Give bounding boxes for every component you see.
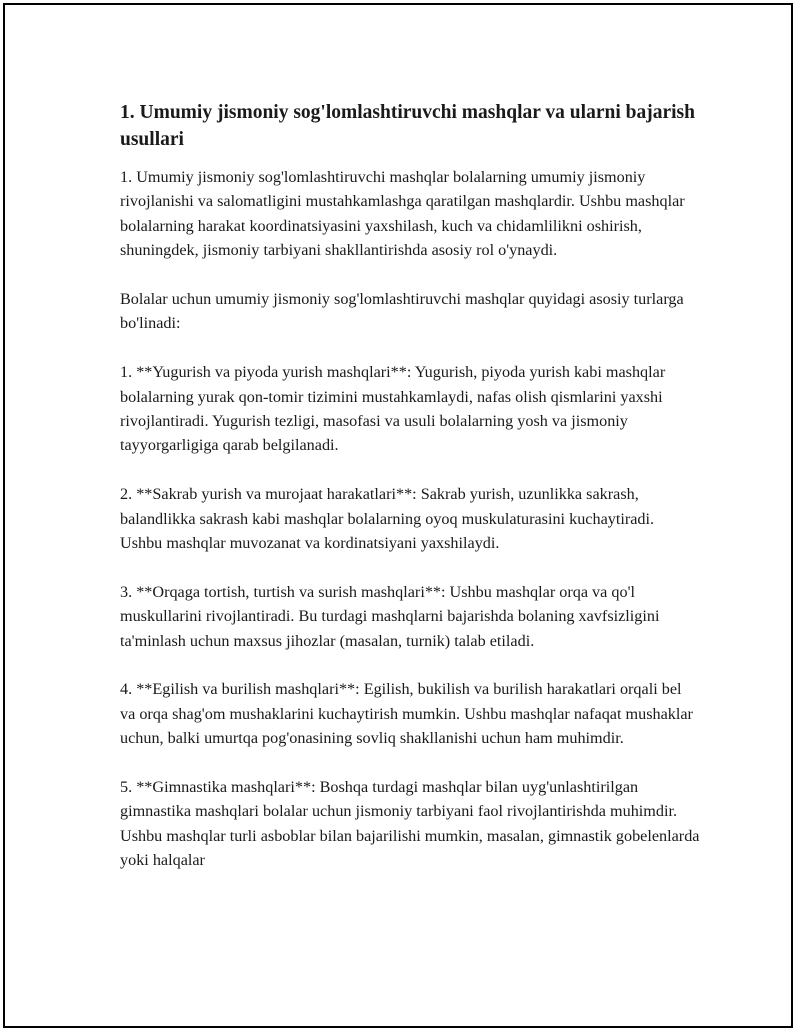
paragraph-running: 1. **Yugurish va piyoda yurish mashqlari**: Yugurish, piyoda yurish kabi mashqlar bolalarning yurak qon-tomir tizimini mustahkamlaydi, nafas olish qismlarini yaxshi rivojlantiradi. Yugurish tezligi, masofasi va usuli bolalarning yosh va jismoniy tayyorgarligiga qarab belgilanadi. <box>120 363 666 455</box>
paragraph-gymnastics: 5. **Gimnastika mashqlari**: Boshqa turdagi mashqlar bilan uyg'unlashtirilgan gimnastika mashqlari bolalar uchun jismoniy tarbiyani faol rivojlantirishda muhimdir. Ushbu mashqlar turli asboblar bilan bajarilishi mumkin, masalan, gimnastik gobelenlarda yoki halqalar <box>120 778 700 870</box>
document-content <box>120 99 700 897</box>
document-page <box>3 3 793 1028</box>
paragraph-intro: 1. Umumiy jismoniy sog'lomlashtiruvchi mashqlar bolalarning umumiy jismoniy rivojlanishi va salomatligini mustahkamlashga qaratilgan mashqlardir. Ushbu mashqlar bolalarning harakat koordinatsiyasini yaxshilash, kuch va chidamlilikni oshirish, shuningdek, jismoniy tarbiyani shakllantirishda asosiy rol o'ynaydi. <box>120 168 685 260</box>
paragraph-pulling: 3. **Orqaga tortish, turtish va surish mashqlari**: Ushbu mashqlar orqa va qo'l muskullarini rivojlantiradi. Bu turdagi mashqlarni bajarishda bolaning xavfsizligini ta'minlash uchun maxsus jihozlar (masalan, turnik) talab etiladi. <box>120 582 660 650</box>
paragraph-bending: 4. **Egilish va burilish mashqlari**: Egilish, bukilish va burilish harakatlari orqali bel va orqa shag'om mushaklarini kuchaytirish mumkin. Ushbu mashqlar nafaqat mushaklar uchun, balki umurtqa pog'onasining sovliq shakllanishi uchun ham muhimdir. <box>120 680 693 748</box>
document-title: 1. Umumiy jismoniy sog'lomlashtiruvchi mashqlar va ularni bajarish usullari <box>120 102 695 150</box>
paragraph-types-intro: Bolalar uchun umumiy jismoniy sog'lomlashtiruvchi mashqlar quyidagi asosiy turlarga bo'linadi: <box>120 290 684 333</box>
paragraph-jumping: 2. **Sakrab yurish va murojaat harakatlari**: Sakrab yurish, uzunlikka sakrash, balandlikka sakrash kabi mashqlar bolalarning oyoq muskulaturasini kuchaytiradi. Ushbu mashqlar muvozanat va kordinatsiyani yaxshilaydi. <box>120 485 655 553</box>
